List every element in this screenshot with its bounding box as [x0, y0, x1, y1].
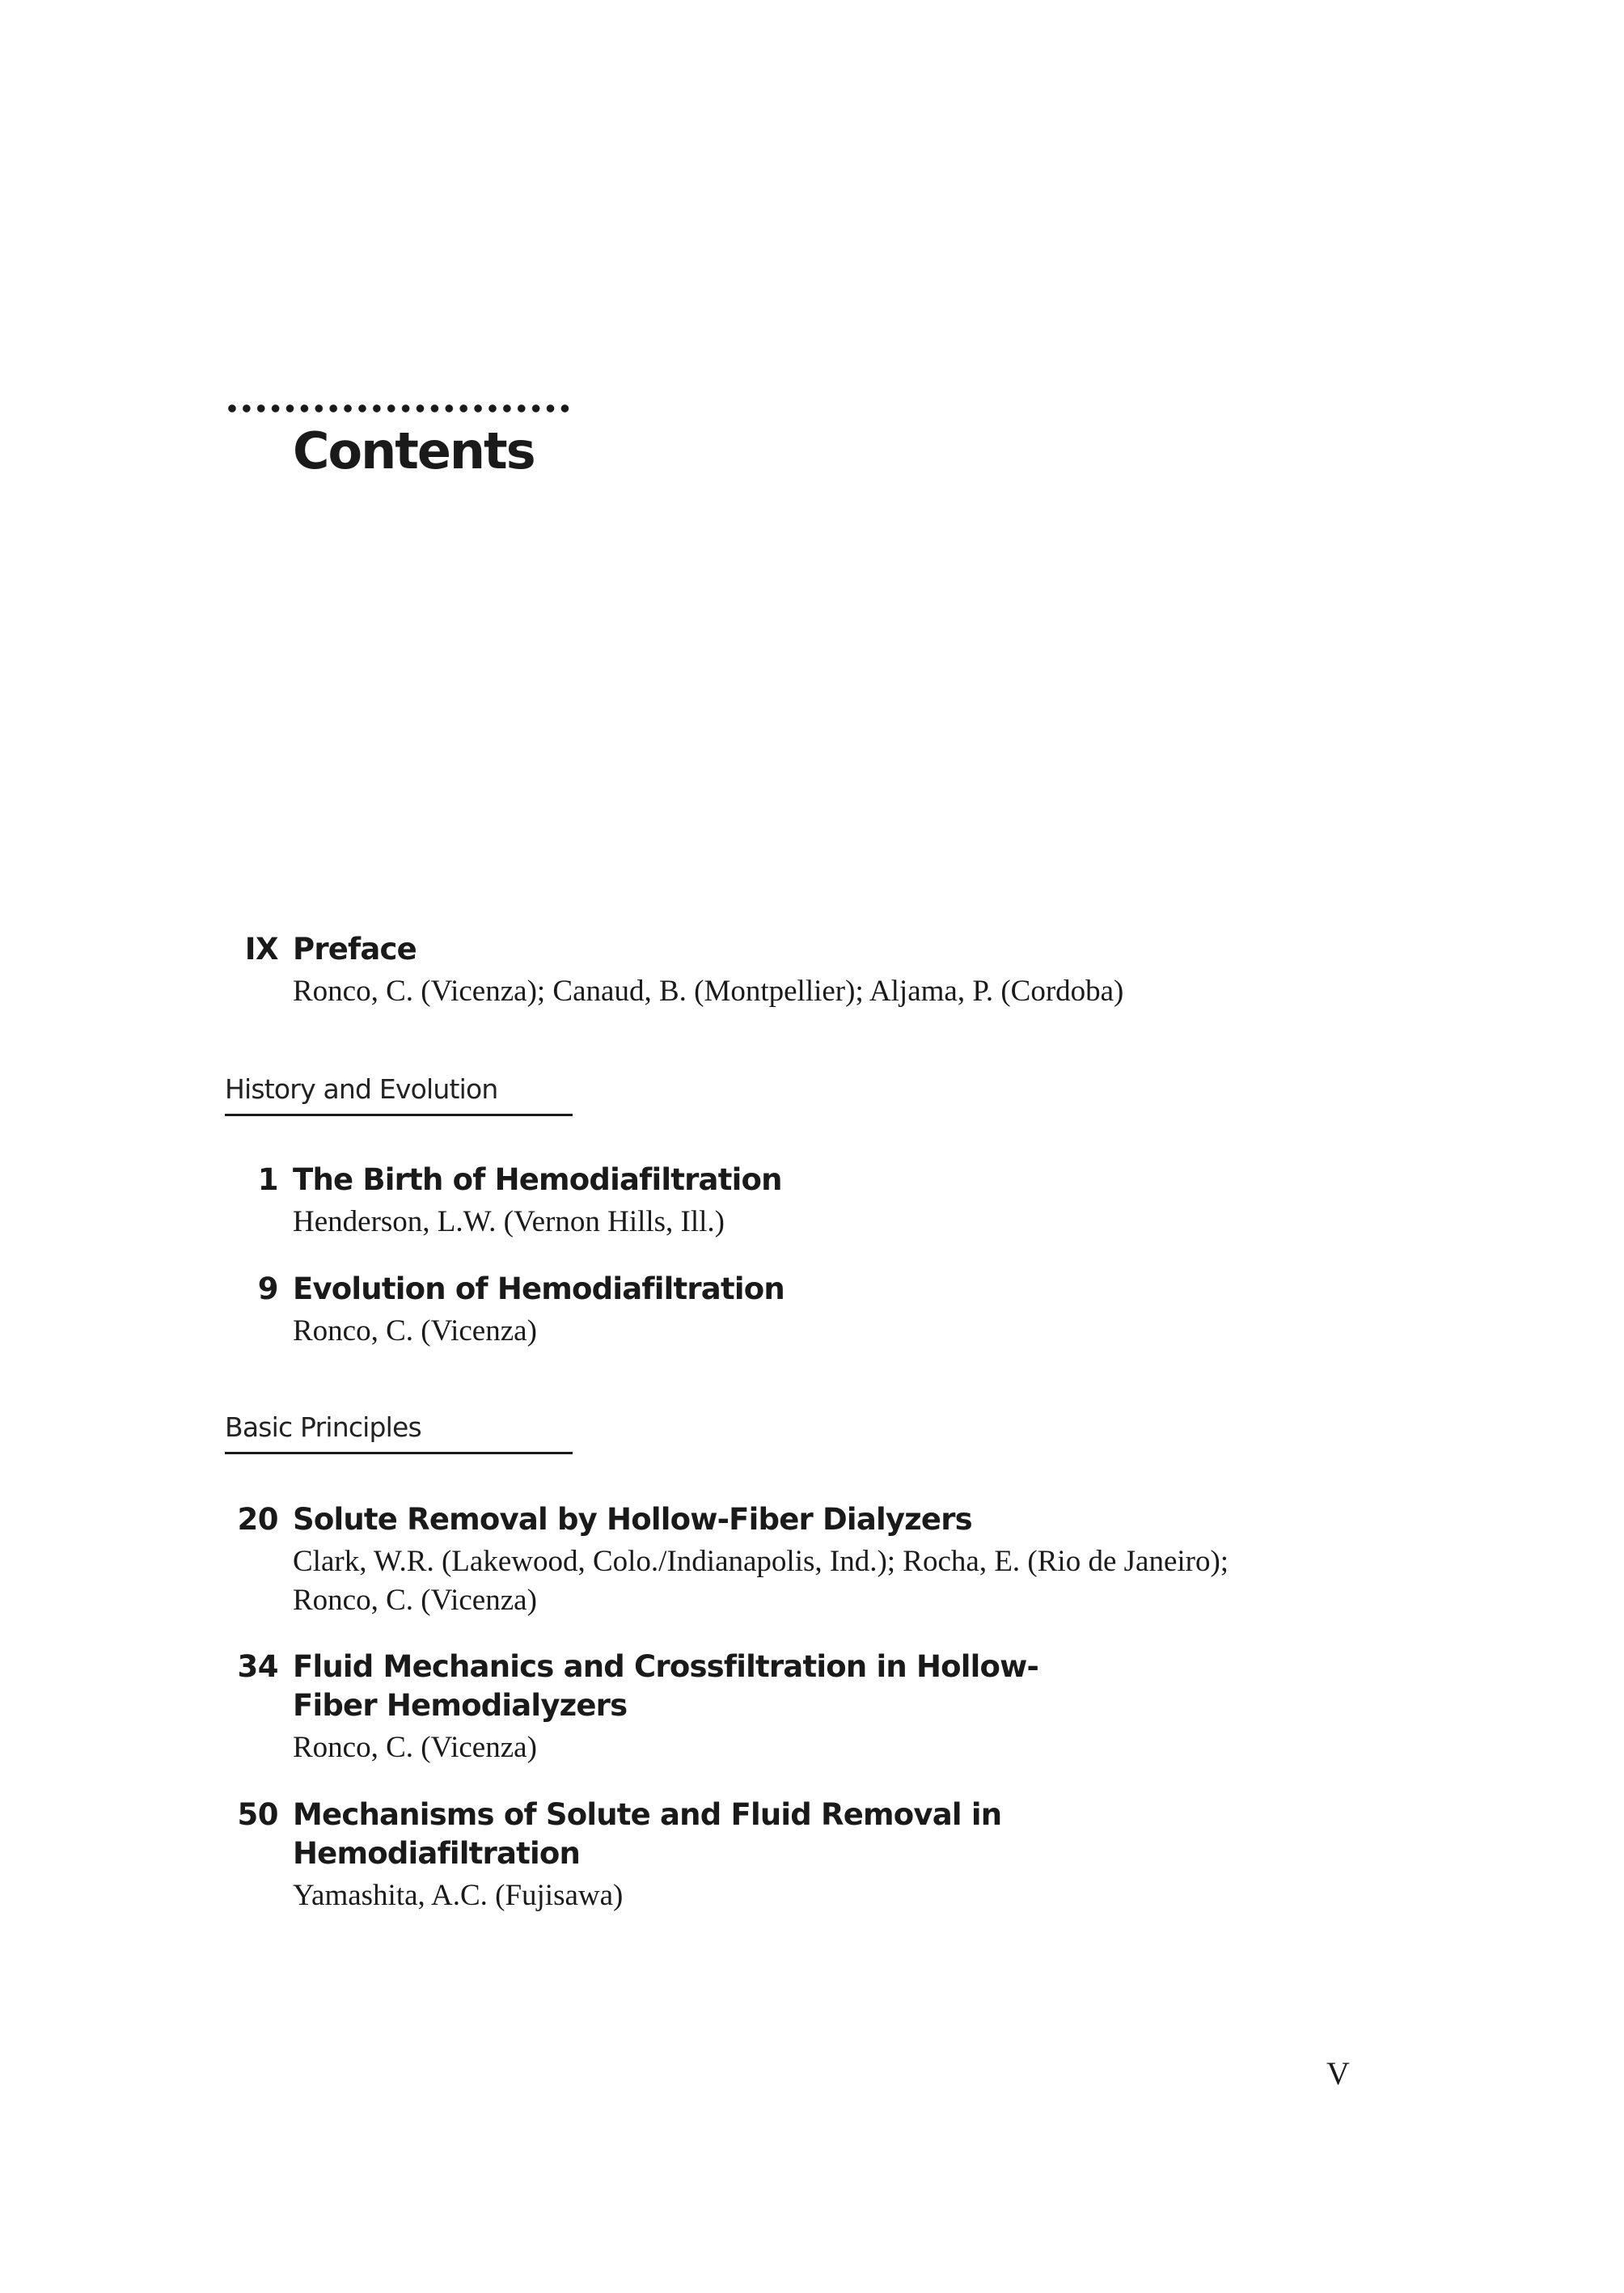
toc-page-number: 20 — [237, 1502, 278, 1537]
page-number: V — [1326, 2055, 1350, 2092]
toc-entry-fluid-mechanics[interactable] — [194, 1648, 1407, 1767]
toc-entry-authors: Ronco, C. (Vicenza) — [293, 1314, 537, 1347]
toc-entry-authors: Ronco, C. (Vicenza) — [293, 1731, 537, 1764]
toc-entry-evolution-of-hemodiafiltration[interactable] — [194, 1270, 1407, 1351]
toc-entry-title: Mechanisms of Solute and Fluid Removal in Hemodiafiltration — [293, 1797, 1002, 1871]
section-heading-basic-principles: Basic Principles — [225, 1411, 573, 1454]
toc-entry-title: Preface — [293, 932, 417, 967]
page-title: Contents — [293, 421, 535, 480]
toc-page-number: 34 — [237, 1649, 278, 1684]
toc-page-number: 9 — [257, 1271, 278, 1306]
toc-entry-authors: Yamashita, A.C. (Fujisawa) — [293, 1879, 624, 1912]
toc-entry-authors: Henderson, L.W. (Vernon Hills, Ill.) — [293, 1205, 725, 1238]
toc-entry-title: Evolution of Hemodiafiltration — [293, 1271, 785, 1306]
toc-page-number: 1 — [257, 1162, 278, 1197]
dotted-rule — [225, 402, 573, 415]
toc-page-number: 50 — [237, 1797, 278, 1832]
toc-entry-authors: Ronco, C. (Vicenza); Canaud, B. (Montpellier); Aljama, P. (Cordoba) — [293, 975, 1124, 1008]
toc-entry-mechanisms-of-solute[interactable] — [194, 1796, 1407, 1915]
toc-entry-authors: Clark, W.R. (Lakewood, Colo./Indianapolis, Ind.); Rocha, E. (Rio de Janeiro); Ronco, C. (Vicenza) — [293, 1545, 1229, 1617]
toc-entry-title: Solute Removal by Hollow-Fiber Dialyzers — [293, 1502, 972, 1537]
toc-entry-preface[interactable] — [194, 930, 1407, 1011]
toc-entry-title: The Birth of Hemodiafiltration — [293, 1162, 782, 1197]
toc-page-number: IX — [244, 932, 278, 967]
toc-entry-solute-removal[interactable] — [194, 1500, 1407, 1620]
toc-entry-birth-of-hemodiafiltration[interactable] — [194, 1161, 1407, 1242]
section-heading-history-and-evolution: History and Evolution — [225, 1073, 573, 1116]
toc-entry-title: Fluid Mechanics and Crossfiltration in Hollow-Fiber Hemodialyzers — [293, 1649, 1039, 1723]
